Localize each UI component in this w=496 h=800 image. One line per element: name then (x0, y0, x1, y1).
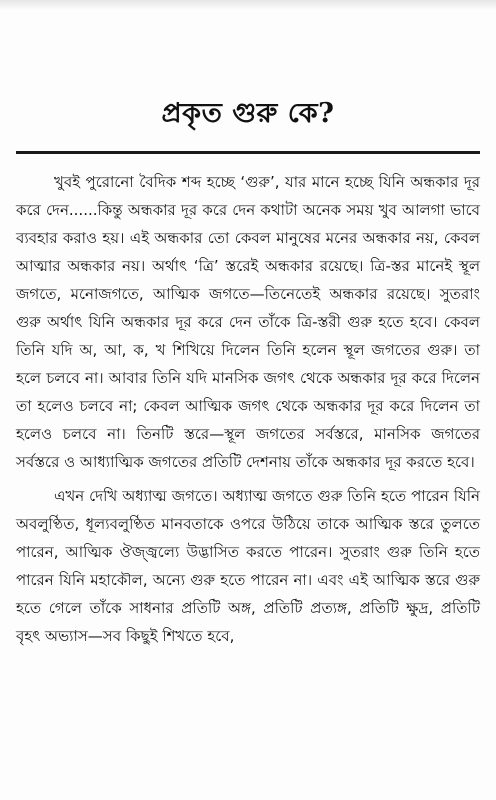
paragraph-2: এখন দেখি অধ্যাত্ম জগতে। অধ্যাত্ম জগতে গুরু তিনি হতে পারেন যিনি অবলুণ্ঠিত, ধূল্যবলুণ্ঠিত মানবতাকে ওপরে উঠিয়ে তাকে আত্মিক স্তরে তুলতে পারেন, আত্মিক ঔজ্জ্বল্যে উদ্ভাসিত করতে পারেন। সুতরাং গুরু তিনি হতে পারেন যিনি মহাকৌল, অন্যে গুরু হতে পারেন না। এবং এই আত্মিক স্তরে গুরু হতে গেলে তাঁকে সাধনার প্রতিটি অঙ্গ, প্রতিটি প্রত্যঙ্গ, প্রতিটি ক্ষুদ্র, প্রতিটি বৃহৎ অভ্যাস—সব কিছুই শিখতে হবে, (16, 487, 480, 645)
chapter-title: প্রকৃত গুরু কে? (161, 98, 335, 129)
body-text (16, 168, 480, 650)
page-top-shadow (0, 0, 496, 10)
title-divider (16, 151, 480, 154)
paragraph-1: খুবই পুরোনো বৈদিক শব্দ হচ্ছে ‘গুরু’, যার মানে হচ্ছে যিনি অন্ধকার দূর করে দেন......কিন্তু অন্ধকার দূর করে দেন কথাটা অনেক সময় খুব আলগা ভাবে ব্যবহার করাও হয়। এই অন্ধকার তো কেবল মানুষের মনের অন্ধকার নয়, কেবল আত্মার অন্ধকার নয়। অর্থাৎ ‘ত্রি’ স্তরেই অন্ধকার রয়েছে। ত্রি-স্তর মানেই স্থূল জগতে, মনোজগতে, আত্মিক জগতে—তিনেতেই অন্ধকার রয়েছে। সুতরাং গুরু অর্থাৎ যিনি অন্ধকার দূর করে দেন তাঁকে ত্রি-স্তরী গুরু হতে হবে। কেবল তিনি যদি অ, আ, ক, খ শিখিয়ে দিলেন তিনি হলেন স্থূল জগতের গুরু। তা হলে চলবে না। আবার তিনি যদি মানসিক জগৎ থেকে অন্ধকার দূর করে দিলেন তা হলেও চলবে না; কেবল আত্মিক জগৎ থেকে অন্ধকার দূর করে দিলেন তা হলেও চলবে না। তিনটি স্তরে—স্থূল জগতের সর্বস্তরে, মানসিক জগতের সর্বস্তরে ও আধ্যাত্মিক জগতের প্রতিটি দেশনায় তাঁকে অন্ধকার দূর করতে হবে। (16, 173, 480, 471)
